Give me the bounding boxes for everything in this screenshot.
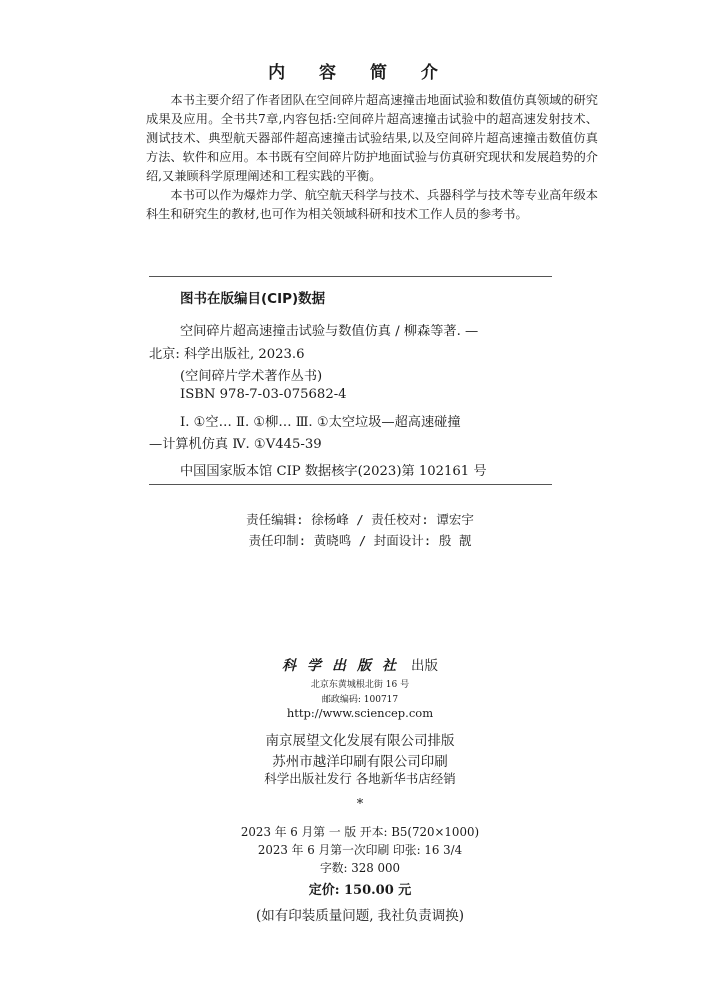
printer-line: 苏州市越洋印刷有限公司印刷 [272, 754, 448, 770]
cip-data-block [149, 276, 552, 485]
printing-line: 2023 年 6 月第一次印刷 印张: 16 3/4 [257, 843, 463, 857]
summary-section [146, 91, 598, 224]
cip-title-line: 空间碎片超高速撞击试验与数值仿真 / 柳森等著. — [180, 324, 479, 339]
publisher-name: 科学出版社 [282, 658, 407, 674]
publisher-postcode: 邮政编码: 100717 [321, 695, 399, 705]
separator-star: * [356, 797, 364, 812]
cip-heading: 图书在版编目(CIP)数据 [180, 291, 326, 307]
publisher-address: 北京东黄城根北街 16 号 [310, 680, 410, 690]
summary-paragraph-2: 本书可以作为爆炸力学、航空航天科学与技术、兵器科学与技术等专业高年级本科生和研究生的教材,也可作为相关领域科研和技术工作人员的参考书。 [146, 188, 598, 221]
cip-record-number: 中国国家版本馆 CIP 数据核字(2023)第 102161 号 [180, 464, 487, 479]
publisher-suffix: 出版 [411, 658, 438, 674]
cip-isbn-line: ISBN 978-7-03-075682-4 [180, 387, 347, 402]
typesetter-line: 南京展望文化发展有限公司排版 [265, 733, 455, 749]
page-title: 内 容 简 介 [268, 63, 452, 83]
cip-classification-line: Ⅰ. ①空… Ⅱ. ①柳… Ⅲ. ①太空垃圾—超高速碰撞 [180, 415, 461, 430]
summary-paragraph-1: 本书主要介绍了作者团队在空间碎片超高速撞击地面试验和数值仿真领域的研究成果及应用。全书共7章,内容包括:空间碎片超高速撞击试验中的超高速发射技术、测试技术、典型航天器部件超高速撞击试验结果,以及空间碎片超高速撞击数值仿真方法、软件和应用。本书既有空间碎片防护地面试验与仿真研究现状和发展趋势的介绍,又兼顾科学原理阐述和工程实践的平衡。 [146, 93, 598, 183]
credits-line-1: 责任编辑: 徐杨峰 / 责任校对: 谭宏宇 [246, 512, 474, 527]
publisher-url: http://www.sciencep.com [286, 706, 434, 720]
edition-line: 2023 年 6 月第 一 版 开本: B5(720×1000) [240, 825, 480, 839]
word-count: 字数: 328 000 [319, 861, 401, 875]
cip-classification-line-2: —计算机仿真 Ⅳ. ①V445-39 [149, 437, 322, 452]
distribution-line: 科学出版社发行 各地新华书店经销 [264, 771, 456, 786]
publisher-line [0, 654, 720, 675]
editorial-credits [0, 509, 720, 551]
cip-series-line: (空间碎片学术著作丛书) [180, 369, 323, 384]
cip-publisher-line: 北京: 科学出版社, 2023.6 [149, 347, 305, 362]
price-line: 定价: 150.00 元 [308, 883, 412, 898]
quality-note: (如有印装质量问题, 我社负责调换) [255, 908, 465, 924]
credits-line-2: 责任印制: 黄晓鸣 / 封面设计: 殷 靓 [248, 533, 472, 548]
